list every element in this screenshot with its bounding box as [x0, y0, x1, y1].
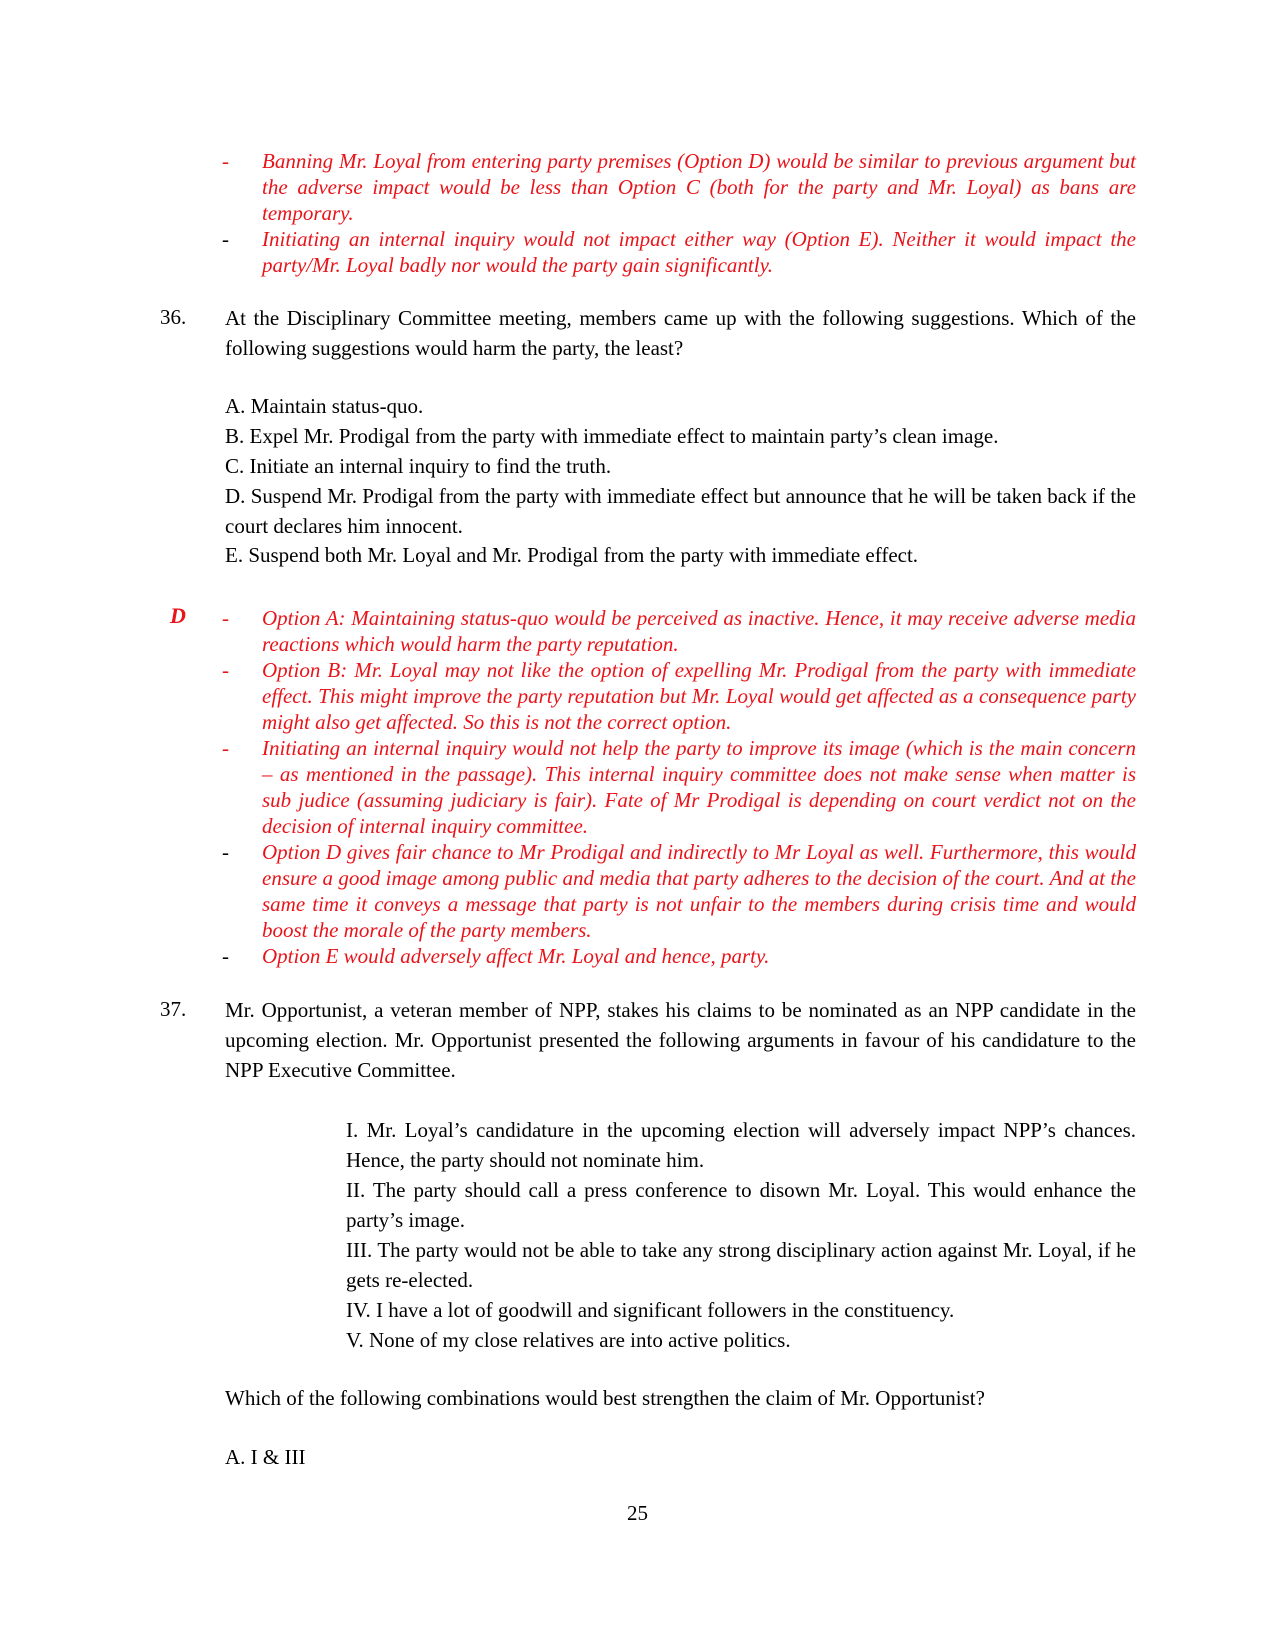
bullet-dash: - [222, 149, 229, 173]
question-number: 37. [160, 997, 187, 1021]
statement-i: I. Mr. Loyal’s candidature in the upcoming election will adversely impact NPP’s chances. Hence, the party should not nominate him. [346, 1118, 1136, 1172]
explanation-bullet [222, 839, 1136, 943]
q36-explanations [222, 605, 1136, 969]
option-c: C. Initiate an internal inquiry to find the truth. [225, 454, 612, 478]
option-e: E. Suspend both Mr. Loyal and Mr. Prodigal from the party with immediate effect. [225, 543, 919, 567]
bullet-dash: - [222, 736, 229, 760]
question-number: 36. [160, 305, 187, 329]
explanation-bullet [222, 148, 1136, 226]
question-text: Mr. Opportunist, a veteran member of NPP, stakes his claims to be nominated as an NPP candidate in the upcoming election. Mr. Opportunist presented the following arguments in favour of his candidature to the NPP Executive Committee. [225, 998, 1136, 1082]
option-a: A. Maintain status-quo. [225, 394, 424, 418]
question-prompt: Which of the following combinations would best strengthen the claim of Mr. Opportunist? [225, 1386, 985, 1410]
explanation-text: Option A: Maintaining status-quo would be perceived as inactive. Hence, it may receive adverse media reactions which would harm the party reputation. [262, 606, 1136, 656]
explanation-bullet [222, 226, 1136, 278]
bullet-dash: - [222, 227, 229, 251]
option-a: A. I & III [225, 1445, 306, 1469]
option-b: B. Expel Mr. Prodigal from the party with immediate effect to maintain party’s clean image. [225, 424, 999, 448]
explanation-text: Option E would adversely affect Mr. Loyal and hence, party. [262, 944, 770, 968]
explanation-bullet [222, 605, 1136, 657]
page-number: 25 [627, 1501, 648, 1525]
top-explanations [222, 148, 1136, 278]
argument-statements [346, 1115, 1136, 1355]
bullet-dash: - [222, 840, 229, 864]
question-text: At the Disciplinary Committee meeting, members came up with the following suggestions. Which of the following suggestions would harm the party, the least? [225, 306, 1136, 360]
statement-v: V. None of my close relatives are into active politics. [346, 1328, 791, 1352]
explanation-bullet [222, 657, 1136, 735]
explanation-text: Banning Mr. Loyal from entering party premises (Option D) would be similar to previous argument but the adverse impact would be less than Option C (both for the party and Mr. Loyal) as bans are temporary. [262, 149, 1136, 225]
explanation-bullet [222, 943, 1136, 969]
explanation-text: Option B: Mr. Loyal may not like the option of expelling Mr. Prodigal from the party with immediate effect. This might improve the party reputation but Mr. Loyal would get affected as a consequence party might also get affected. So this is not the correct option. [262, 658, 1136, 734]
explanation-text: Initiating an internal inquiry would not help the party to improve its image (which is the main concern – as mentioned in the passage). This internal inquiry committee does not make sense when matter is sub judice (assuming judiciary is fair). Fate of Mr Prodigal is depending on court verdict not on the decision of internal inquiry committee. [262, 736, 1136, 838]
explanation-text: Option D gives fair chance to Mr Prodigal and indirectly to Mr Loyal as well. Furthermore, this would ensure a good image among public and media that party adheres to the decision of the court. And at the same time it conveys a message that party is not unfair to the members during crisis time and would boost the morale of the party members. [262, 840, 1136, 942]
option-d: D. Suspend Mr. Prodigal from the party with immediate effect but announce that he will be taken back if the court declares him innocent. [225, 484, 1136, 538]
bullet-dash: - [222, 944, 229, 968]
statement-iii: III. The party would not be able to take any strong disciplinary action against Mr. Loyal, if he gets re-elected. [346, 1238, 1136, 1292]
statement-iv: IV. I have a lot of goodwill and significant followers in the constituency. [346, 1298, 955, 1322]
bullet-dash: - [222, 658, 229, 682]
bullet-dash: - [222, 606, 229, 630]
explanation-bullet [222, 735, 1136, 839]
answer-key: D [170, 603, 186, 628]
statement-ii: II. The party should call a press conference to disown Mr. Loyal. This would enhance the party’s image. [346, 1178, 1136, 1232]
explanation-text: Initiating an internal inquiry would not impact either way (Option E). Neither it would impact the party/Mr. Loyal badly nor would the party gain significantly. [262, 227, 1136, 277]
